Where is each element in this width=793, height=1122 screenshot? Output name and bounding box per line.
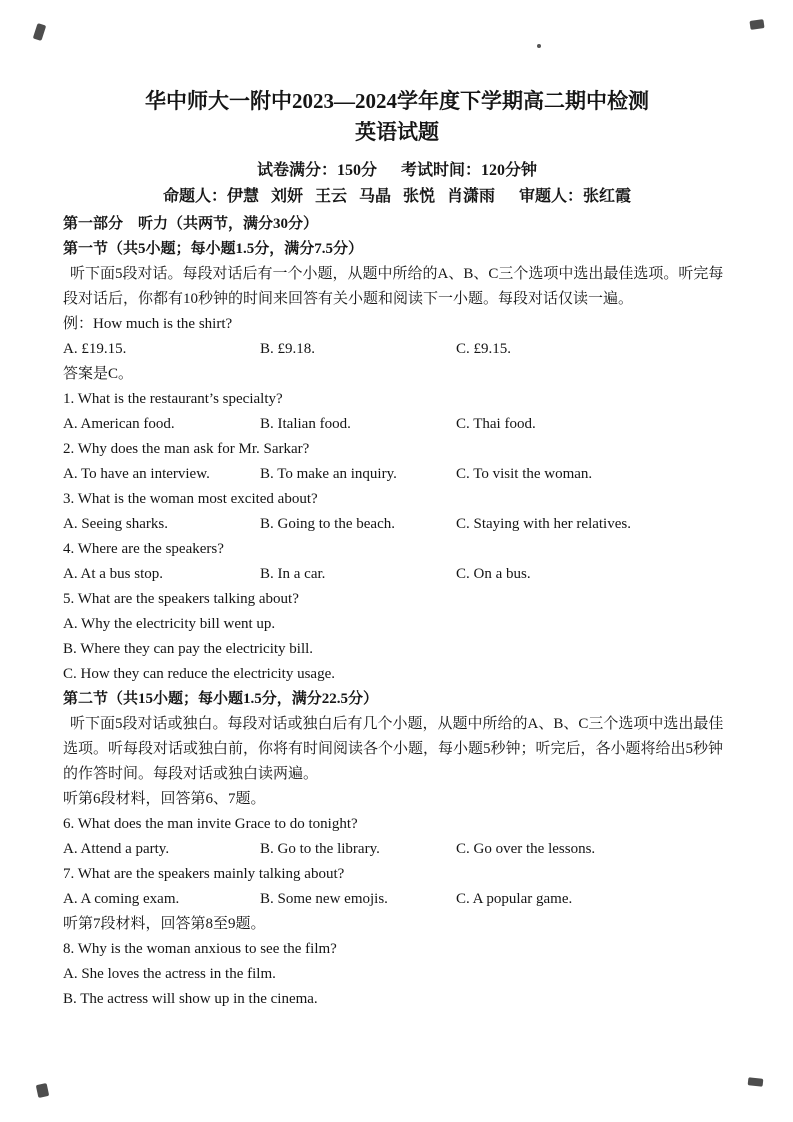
question-1: 1. What is the restaurant’s specialty? <box>63 391 283 407</box>
question-8: 8. Why is the woman anxious to see the film? <box>63 941 337 957</box>
question-3-option-c: C. Staying with her relatives. <box>456 516 631 532</box>
question-5-option-c: C. How they can reduce the electricity usage. <box>63 666 335 682</box>
question-3: 3. What is the woman most excited about? <box>63 491 318 507</box>
question-4-option-a: A. At a bus stop. <box>63 566 164 582</box>
question-4-options-row <box>63 562 731 587</box>
example-question: 例：How much is the shirt? <box>63 316 233 332</box>
question-7-options-row <box>63 887 731 912</box>
question-6-option-a: A. Attend a party. <box>63 841 170 857</box>
question-6-option-c: C. Go over the lessons. <box>456 841 596 857</box>
question-4-option-c: C. On a bus. <box>456 566 531 582</box>
question-4-option-b: B. In a car. <box>260 566 326 582</box>
question-3-option-b: B. Going to the beach. <box>260 516 395 532</box>
example-option-c: C. £9.15. <box>456 341 512 357</box>
question-1-option-c: C. Thai food. <box>456 416 536 432</box>
question-7-option-a: A. A coming exam. <box>63 891 180 907</box>
question-7-option-c: C. A popular game. <box>456 891 573 907</box>
exam-info-line: 试卷满分：150分 考试时间：120分钟 <box>256 162 537 179</box>
authors-line: 命题人：伊慧 刘妍 王云 马晶 张悦 肖潇雨 审题人：张红霞 <box>162 188 631 205</box>
question-6: 6. What does the man invite Grace to do tonight? <box>63 816 358 832</box>
question-7-option-b: B. Some new emojis. <box>260 891 388 907</box>
question-8-option-a: A. She loves the actress in the film. <box>63 966 276 982</box>
question-7: 7. What are the speakers mainly talking about? <box>63 866 345 882</box>
question-2-options-row <box>63 462 731 487</box>
section2-instructions: 听下面5段对话或独白。每段对话或独白后有几个小题，从题中所给的A、B、C三个选项中选出最佳选项。听每段对话或独白前，你将有时间阅读各个小题，每小题5秒钟；听完后，各小题将给出5秒钟的作答时间。每段对话或独白读两遍。 <box>63 716 724 782</box>
paper-subtitle: 英语试题 <box>355 120 439 144</box>
question-6-option-b: B. Go to the library. <box>260 841 380 857</box>
audio6-note: 听第6段材料，回答第6、7题。 <box>63 791 266 807</box>
question-8-option-b: B. The actress will show up in the cinema. <box>63 991 318 1007</box>
question-4: 4. Where are the speakers? <box>63 541 224 557</box>
question-3-option-a: A. Seeing sharks. <box>63 516 168 532</box>
question-5-option-a: A. Why the electricity bill went up. <box>63 616 276 632</box>
question-5-option-b: B. Where they can pay the electricity bill. <box>63 641 314 657</box>
audio7-note: 听第7段材料，回答第8至9题。 <box>63 916 266 932</box>
question-1-option-b: B. Italian food. <box>260 416 351 432</box>
question-2-option-b: B. To make an inquiry. <box>260 466 397 482</box>
example-options-row <box>63 337 731 362</box>
question-1-option-a: A. American food. <box>63 416 175 432</box>
question-2-option-c: C. To visit the woman. <box>456 466 593 482</box>
example-option-a: A. £19.15. <box>63 341 127 357</box>
example-answer-note: 答案是C。 <box>63 366 134 382</box>
question-5: 5. What are the speakers talking about? <box>63 591 299 607</box>
question-2-option-a: A. To have an interview. <box>63 466 210 482</box>
section1-heading: 第一节（共5小题；每小题1.5分，满分7.5分） <box>63 241 364 257</box>
section1-instructions: 听下面5段对话。每段对话后有一个小题，从题中所给的A、B、C三个选项中选出最佳选项。听完每段对话后，你都有10秒钟的时间来回答有关小题和阅读下一小题。每段对话仅读一遍。 <box>63 266 724 307</box>
question-6-options-row <box>63 837 731 862</box>
question-1-options-row <box>63 412 731 437</box>
paper-title: 华中师大一附中2023—2024学年度下学期高二期中检测 <box>145 89 649 113</box>
example-option-b: B. £9.18. <box>260 341 316 357</box>
section2-heading: 第二节（共15小题；每小题1.5分，满分22.5分） <box>63 691 379 707</box>
question-2: 2. Why does the man ask for Mr. Sarkar? <box>63 441 310 457</box>
part1-heading: 第一部分 听力（共两节，满分30分） <box>63 216 319 232</box>
question-3-options-row <box>63 512 731 537</box>
